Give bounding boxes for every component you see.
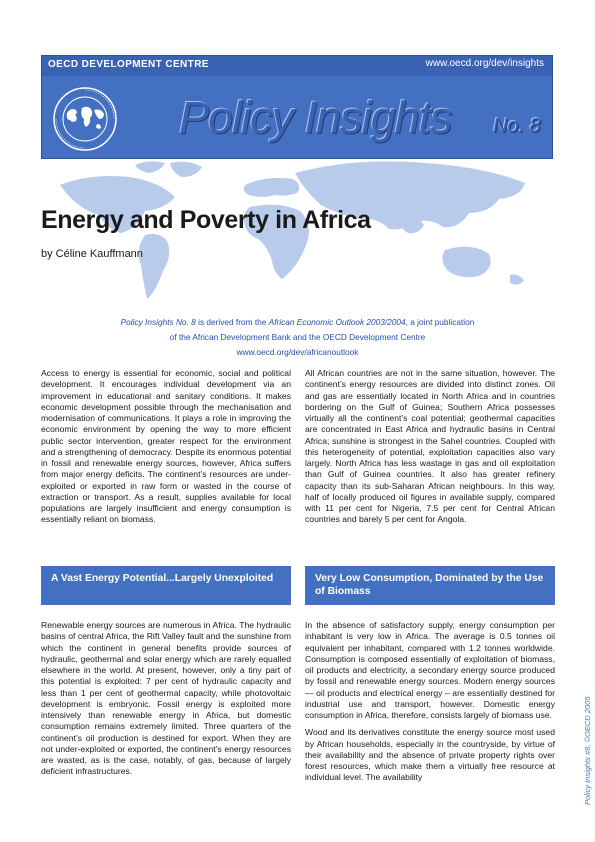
section-body-right <box>305 620 555 790</box>
reference-line-1 <box>60 315 535 330</box>
intro-paragraph-right: All African countries are not in the same situation, however. The continent’s energy resources are divided into distinct zones. Oil and gas are essentially located in North Africa and in countries bordering on the Gulf of Guinea; Southern Africa possesses virtually all the continent’s coal potential; geothermal capacities are concentrated in East Africa and hydraulic basins in Central Africa; sunshine is strongest in the Sahel countries. Coupled with this heterogeneity of potential, exploitation capacities also vary largely. North Africa has less wastage in gas and oil exploitation than Gulf of Guinea countries. It also has greater refinery capacity than its sub-Saharan African neighbours. In this way, half of locally produced oil figures in available supply, compared with 11 per cent for Nigeria, 7.5 per cent for Central African countries and barely 5 per cent for Angola. <box>305 368 555 525</box>
section-body-left <box>41 620 291 784</box>
section-heading-energy-potential: A Vast Energy Potential...Largely Unexploited <box>41 566 291 605</box>
publication-reference <box>60 315 535 360</box>
section-left-paragraph-1: Renewable energy sources are numerous in Africa. The hydraulic basins of central Africa, the Rift Valley fault and the sunshine from which the continent in general benefits provide sources of hydraulic, geothermal and solar energy which are rarely equalled elsewhere in the world. At present, however, only a tiny part of this potential is exploited: 7 per cent of hydraulic capacity and less than 1 per cent of geothermal capacity, while photovoltaic development is embryonic. Fossil energy is exploited more intensively than renewable energy in Africa, but domestic consumption remains extremely limited. Three quarters of the continent’s oil production is destined for export. When they are not under-exploited or exported, the continent’s energy resources are wasted, as is the case, notably, of gas, because of largely deficient infrastructures. <box>41 620 291 777</box>
author-byline: by Céline Kauffmann <box>41 248 143 260</box>
reference-url-link[interactable]: www.oecd.org/dev/africanoutlook <box>236 347 359 357</box>
section-heading-low-consumption: Very Low Consumption, Dominated by the Use of Biomass <box>305 566 555 605</box>
section-right-paragraph-1: In the absence of satisfactory supply, energy consumption per inhabitant is very low in Africa. The average is 0.5 tonnes oil equivalent per inhabitant, compared with 1.2 tonnes worldwide. Consumption is composed essentially of exploitation of biomass, oil products and electricity, a secondary energy source produced by fossil and renewable energy sources. Modern energy sources — oil products and electrical energy – are essentially destined for industrial use and transport, however. Domestic energy consumption in Africa, therefore, consists largely of biomass use. <box>305 620 555 720</box>
intro-paragraph-left: Access to energy is essential for economic, social and political development. It encourages individual development via an improvement in educational and sanitary conditions. It makes economic development possible through the mechanisation and modernisation of communications. It plays a role in improving the economic environment by opening the way to more efficient public sector intervention, greater respect for the environment and a strengthening of democracy. Despite its enormous potential in fossil and renewable energy sources, however, Africa suffers from major energy deficits. The continent’s resources are under-exploited or exported in raw form or wasted in the course of extraction or transport. As a result, supplies available for local populations are largely insufficient and energy consumption is essentially reliant on biomass. <box>41 368 291 525</box>
issue-number: No. 8 <box>493 115 541 137</box>
intro-column-left <box>41 368 291 532</box>
document-title: Energy and Poverty in Africa <box>41 206 371 234</box>
section-right-paragraph-2: Wood and its derivatives constitute the energy source most used by African households, especially in the countryside, by virtue of their availability and the absence of private property rights over forest resources, which make them a virtually free resource at individual level. The availability <box>305 727 555 783</box>
intro-column-right <box>305 368 555 532</box>
reference-line-2: of the African Development Bank and the OECD Development Centre <box>169 332 426 342</box>
reference-joint-text: , a joint publication <box>405 317 475 327</box>
masthead-banner <box>41 55 553 159</box>
organisation-name: OECD DEVELOPMENT CENTRE <box>48 59 209 70</box>
masthead-title: Policy Insights <box>179 92 452 143</box>
masthead-url[interactable]: www.oecd.org/dev/insights <box>425 58 544 69</box>
oecd-seal-logo-icon <box>52 86 118 152</box>
reference-series-name: Policy Insights No. 8 <box>120 317 196 327</box>
reference-publication-name: African Economic Outlook 2003/2004 <box>268 317 406 327</box>
copyright-credit: Policy Insights #8, ©OECD 2005 <box>583 696 592 805</box>
reference-derived-text: is derived from the <box>195 317 269 327</box>
